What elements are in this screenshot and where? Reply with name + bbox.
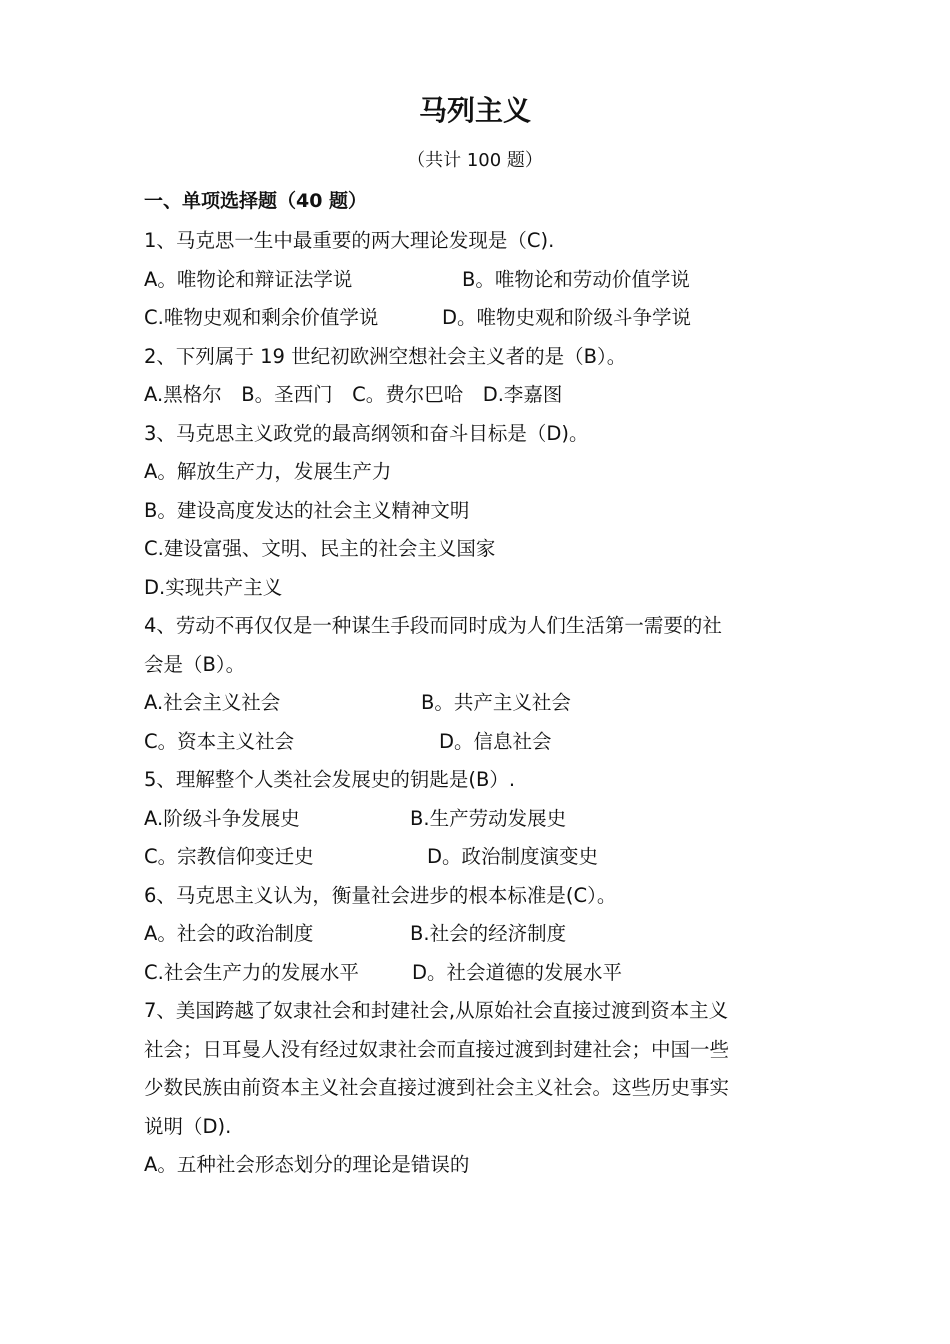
question-7-stem-line-1: 7、美国跨越了奴隶社会和封建社会,从原始社会直接过渡到资本主义 <box>144 999 729 1022</box>
question-6-option-b: B.社会的经济制度 <box>410 922 567 945</box>
question-1-option-b: B。唯物论和劳动价值学说 <box>462 267 690 291</box>
question-4-stem-line-1: 4、劳动不再仅仅是一种谋生手段而同时成为人们生活第一需要的社 <box>144 614 722 637</box>
question-5-option-d: D。政治制度演变史 <box>427 845 599 868</box>
question-7-stem-line-2: 社会；日耳曼人没有经过奴隶社会而直接过渡到封建社会；中国一些 <box>144 1037 730 1061</box>
question-1-stem: 1、马克思一生中最重要的两大理论发现是（C). <box>144 229 555 252</box>
question-3-option-c: C.建设富强、文明、民主的社会主义国家 <box>144 537 496 560</box>
question-6-option-c: C.社会生产力的发展水平 <box>144 960 359 984</box>
document-title: 马列主义 <box>418 94 531 127</box>
question-1-options-row-2 <box>144 299 814 338</box>
question-4-option-c: C。资本主义社会 <box>144 729 295 753</box>
question-list <box>144 222 814 1185</box>
question-6-option-d: D。社会道德的发展水平 <box>412 960 623 984</box>
question-1-option-a: A。唯物论和辩证法学说 <box>144 267 353 291</box>
question-3-stem: 3、马克思主义政党的最高纲领和奋斗目标是（D)。 <box>144 421 589 445</box>
question-1-option-c: C.唯物史观和剩余价值学说 <box>144 306 379 329</box>
question-5-options-row-1 <box>144 800 814 839</box>
question-7-option-a: A。五种社会形态划分的理论是错误的 <box>144 1153 470 1176</box>
question-3-option-d: D.实现共产主义 <box>144 575 283 599</box>
question-2-stem: 2、下列属于 19 世纪初欧洲空想社会主义者的是（B）。 <box>144 344 627 368</box>
question-1-options-row-1 <box>144 261 814 300</box>
question-4-option-a: A.社会主义社会 <box>144 691 281 714</box>
question-4-options-row-1 <box>144 684 814 723</box>
question-3-option-a: A。解放生产力，发展生产力 <box>144 460 392 483</box>
question-7-stem-line-3: 少数民族由前资本主义社会直接过渡到社会主义社会。这些历史事实 <box>144 1076 730 1099</box>
question-5-option-b: B.生产劳动发展史 <box>410 806 567 830</box>
question-5-stem: 5、理解整个人类社会发展史的钥匙是(B）. <box>144 768 516 791</box>
question-5-option-a: A.阶级斗争发展史 <box>144 806 300 830</box>
question-4-option-b: B。共产主义社会 <box>421 691 571 714</box>
question-6-options-row-2 <box>144 954 814 993</box>
question-6-option-a: A。社会的政治制度 <box>144 922 314 945</box>
question-6-options-row-1 <box>144 915 814 954</box>
question-2-options: A.黑格尔 B。圣西门 C。费尔巴哈 D.李嘉图 <box>144 383 563 406</box>
question-4-option-d: D。信息社会 <box>439 729 552 753</box>
question-3-option-b: B。建设高度发达的社会主义精神文明 <box>144 498 470 522</box>
question-4-options-row-2 <box>144 723 814 762</box>
question-5-options-row-2 <box>144 838 814 877</box>
question-4-stem-line-2: 会是（B）。 <box>144 652 246 676</box>
question-6-stem: 6、马克思主义认为，衡量社会进步的根本标准是(C）。 <box>144 883 617 907</box>
question-5-option-c: C。宗教信仰变迁史 <box>144 845 314 868</box>
question-7-stem-line-4: 说明（D). <box>144 1114 232 1138</box>
section-heading: 一、单项选择题（40 题） <box>144 190 368 212</box>
document-subtitle: （共计 100 题） <box>407 150 543 171</box>
question-1-option-d: D。唯物史观和阶级斗争学说 <box>442 306 692 329</box>
